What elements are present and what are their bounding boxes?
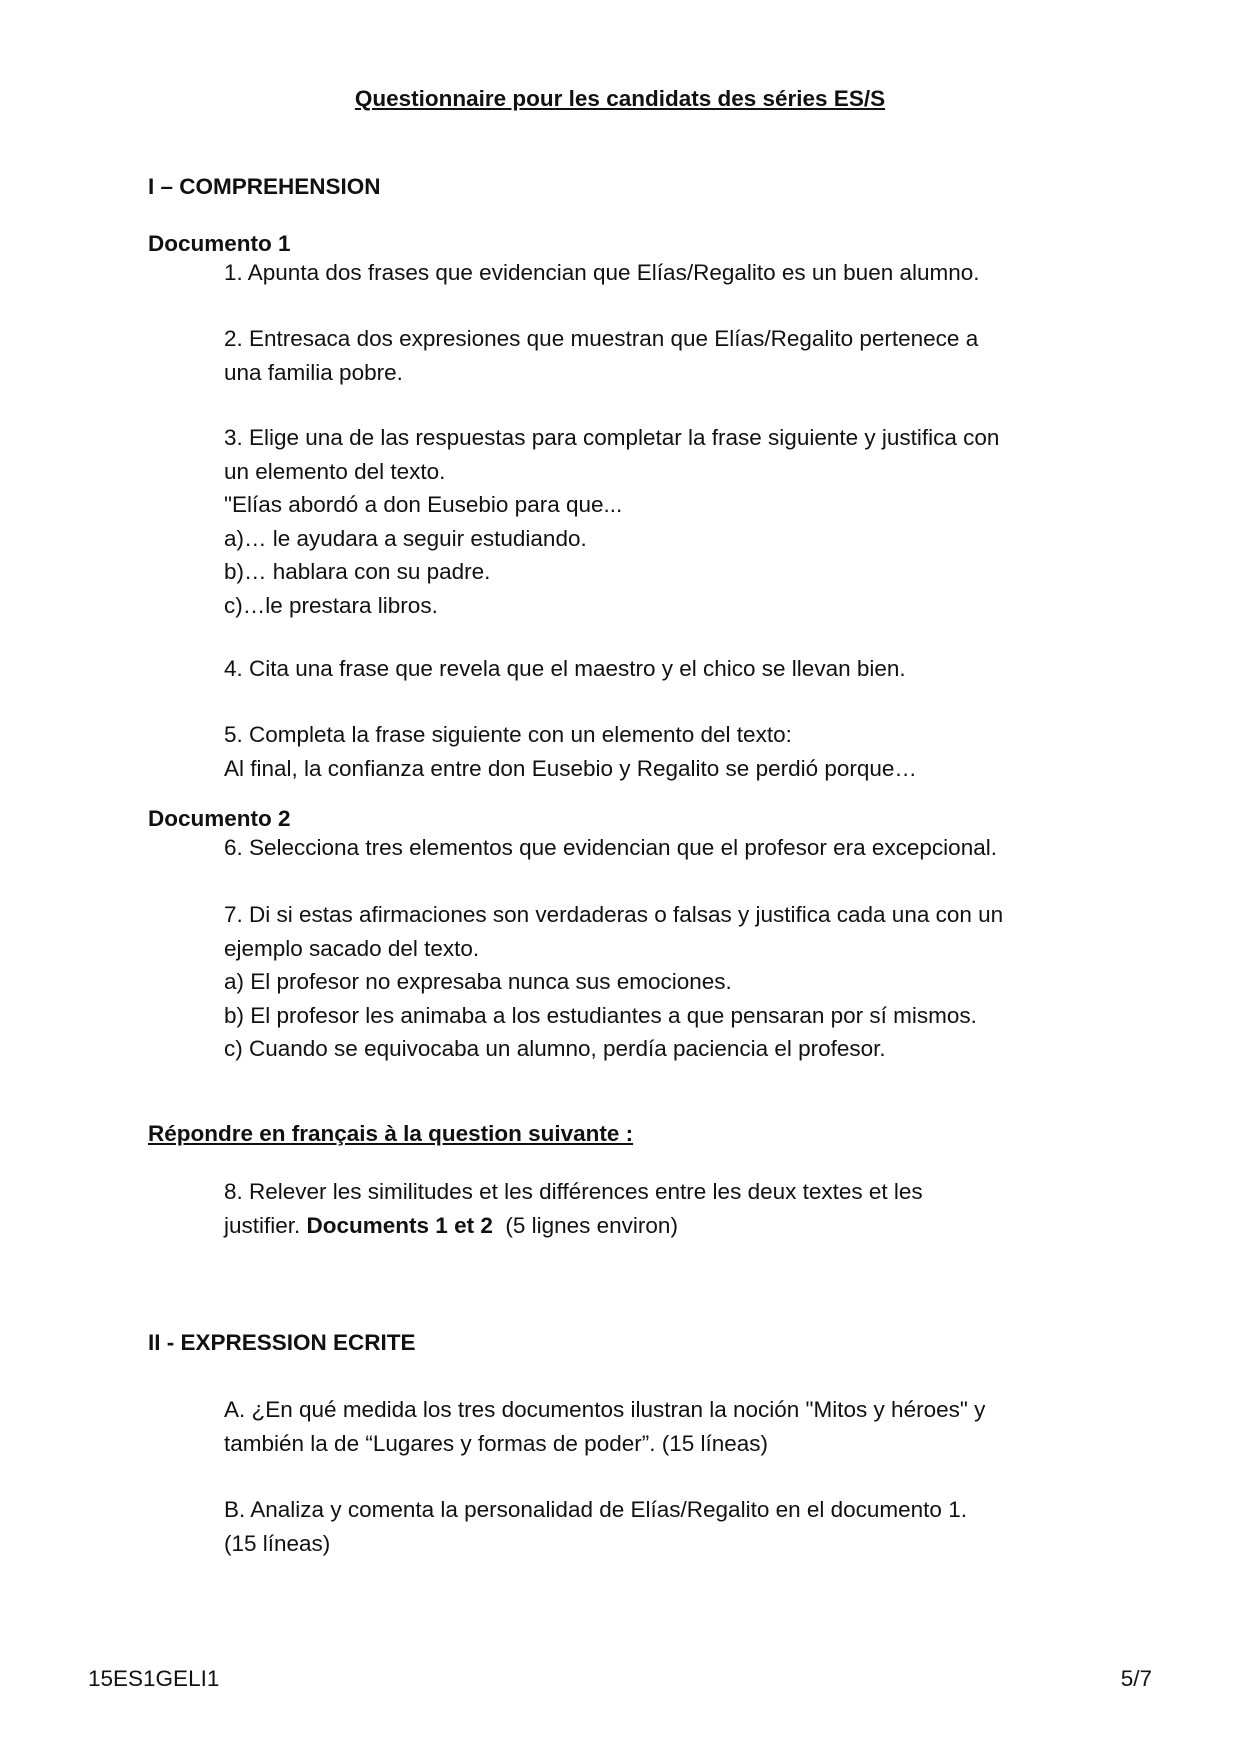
question-3-line: 3. Elige una de las respuestas para completar la frase siguiente y justifica con — [224, 425, 1000, 450]
question-7 — [224, 898, 1003, 1066]
section-heading-comprehension: I – COMPREHENSION — [148, 174, 381, 199]
question-8-documents: Documents 1 et 2 — [306, 1212, 493, 1238]
question-a-line: A. ¿En qué medida los tres documentos ilustran la noción "Mitos y héroes" y — [224, 1397, 986, 1422]
document-2-label: Documento 2 — [148, 806, 291, 831]
question-7-line: 7. Di si estas afirmaciones son verdaderas o falsas y justifica cada una con un — [224, 902, 1004, 927]
document-1-label: Documento 1 — [148, 231, 291, 256]
question-2-line: 2. Entresaca dos expresiones que muestran que Elías/Regalito pertenece a — [224, 326, 979, 351]
question-8 — [224, 1175, 923, 1242]
question-b-line: (15 líneas) — [224, 1530, 331, 1556]
page-title: Questionnaire pour les candidats des séries ES/S — [354, 86, 886, 111]
question-2-line: una familia pobre. — [224, 359, 403, 385]
question-8-line: 8. Relever les similitudes et les différences entre les deux textes et les — [224, 1179, 923, 1204]
footer-code: 15ES1GELI1 — [88, 1666, 220, 1691]
question-7-statement-a: a) El profesor no expresaba nunca sus emociones. — [224, 969, 732, 994]
question-a-line: también la de “Lugares y formas de poder”. (15 líneas) — [224, 1430, 769, 1456]
question-1: 1. Apunta dos frases que evidencian que Elías/Regalito es un buen alumno. — [224, 260, 980, 285]
question-a — [224, 1393, 985, 1460]
question-8-line — [224, 1209, 923, 1243]
question-3-line: un elemento del texto. — [224, 458, 446, 484]
question-3-prompt: "Elías abordó a don Eusebio para que... — [224, 492, 623, 517]
question-3-option-c: c)…le prestara libros. — [224, 592, 438, 618]
question-7-statement-b: b) El profesor les animaba a los estudiantes a que pensaran por sí mismos. — [224, 1002, 977, 1028]
question-5-line: 5. Completa la frase siguiente con un elemento del texto: — [224, 722, 792, 747]
french-question-heading: Répondre en français à la question suivante : — [148, 1121, 634, 1146]
question-8-length: (5 lignes environ) — [492, 1212, 678, 1238]
question-6: 6. Selecciona tres elementos que evidencian que el profesor era excepcional. — [224, 835, 997, 860]
section-heading-expression: II - EXPRESSION ECRITE — [148, 1330, 416, 1355]
footer-page-number: 5/7 — [1120, 1666, 1152, 1691]
question-5-line: Al final, la confianza entre don Eusebio y Regalito se perdió porque… — [224, 755, 917, 781]
question-3-option-b: b)… hablara con su padre. — [224, 559, 491, 584]
question-4: 4. Cita una frase que revela que el maestro y el chico se llevan bien. — [224, 656, 906, 681]
question-2 — [224, 322, 978, 389]
question-7-statement-c: c) Cuando se equivocaba un alumno, perdía paciencia el profesor. — [224, 1036, 886, 1061]
question-3-option-a: a)… le ayudara a seguir estudiando. — [224, 525, 587, 551]
question-7-line: ejemplo sacado del texto. — [224, 935, 480, 961]
question-8-text: justifier. — [224, 1212, 307, 1238]
question-b-line: B. Analiza y comenta la personalidad de Elías/Regalito en el documento 1. — [224, 1497, 967, 1522]
question-5 — [224, 718, 917, 785]
question-3 — [224, 421, 999, 622]
question-b — [224, 1493, 967, 1560]
